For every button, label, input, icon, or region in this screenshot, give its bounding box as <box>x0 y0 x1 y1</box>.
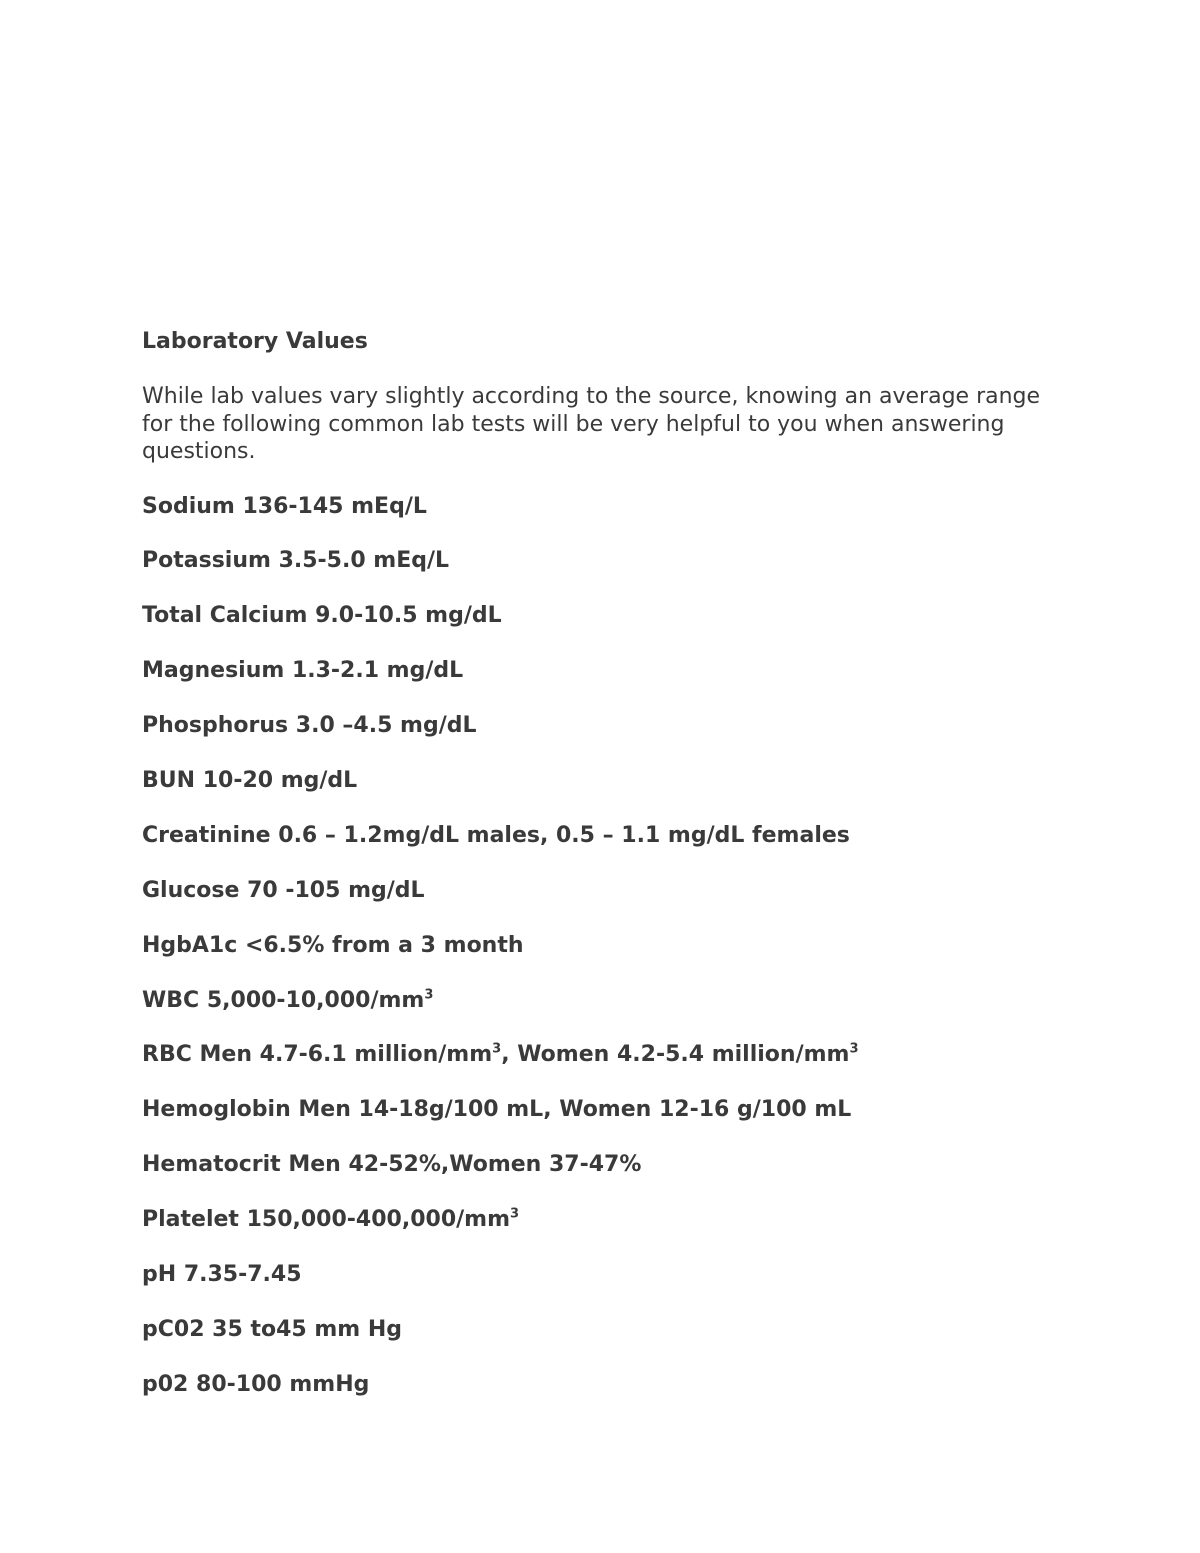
lab-value-line <box>142 657 1062 685</box>
lab-value-text: Magnesium 1.3-2.1 mg/dL <box>142 658 464 684</box>
lab-value-line <box>142 987 1062 1015</box>
lab-value-line <box>142 877 1062 905</box>
lab-value-line <box>142 1041 1062 1069</box>
lab-value-line <box>142 493 1062 521</box>
superscript: 3 <box>849 1042 859 1058</box>
lab-value-line <box>142 1206 1062 1234</box>
lab-value-line <box>142 1151 1062 1179</box>
lab-value-line <box>142 712 1062 740</box>
lab-value-text: pH 7.35-7.45 <box>142 1261 302 1287</box>
lab-values-list <box>142 493 1062 1399</box>
document-title: Laboratory Values <box>142 329 368 354</box>
lab-value-text: Hematocrit Men 42-52%,Women 37-47% <box>142 1152 642 1178</box>
document-page <box>142 328 1062 1426</box>
lab-value-line <box>142 1316 1062 1344</box>
lab-value-line <box>142 822 1062 850</box>
lab-value-text: Sodium 136-145 mEq/L <box>142 493 427 519</box>
lab-value-line <box>142 932 1062 960</box>
lab-value-line <box>142 767 1062 795</box>
lab-value-text: p02 80-100 mmHg <box>142 1371 370 1397</box>
lab-value-text: pC02 35 to45 mm Hg <box>142 1316 403 1342</box>
superscript: 3 <box>424 987 434 1003</box>
lab-value-line <box>142 1371 1062 1399</box>
lab-value-text: Hemoglobin Men 14-18g/100 mL, Women 12-16 g/100 mL <box>142 1097 852 1123</box>
lab-value-line <box>142 1261 1062 1289</box>
lab-value-line <box>142 602 1062 630</box>
superscript: 3 <box>510 1206 520 1222</box>
lab-value-text: Glucose 70 -105 mg/dL <box>142 877 425 903</box>
lab-value-line <box>142 1096 1062 1124</box>
lab-value-text: HgbA1c <6.5% from a 3 month <box>142 932 524 958</box>
lab-value-text: , Women 4.2-5.4 million/mm <box>501 1042 850 1068</box>
lab-value-text: Phosphorus 3.0 –4.5 mg/dL <box>142 713 477 739</box>
lab-value-text: RBC Men 4.7-6.1 million/mm <box>142 1042 493 1068</box>
lab-value-text: Total Calcium 9.0-10.5 mg/dL <box>142 603 502 629</box>
superscript: 3 <box>492 1042 502 1058</box>
lab-value-text: WBC 5,000-10,000/mm <box>142 987 425 1013</box>
lab-value-line <box>142 547 1062 575</box>
lab-value-text: Potassium 3.5-5.0 mEq/L <box>142 548 450 574</box>
lab-value-text: Creatinine 0.6 – 1.2mg/dL males, 0.5 – 1.1 mg/dL females <box>142 822 850 848</box>
lab-value-text: BUN 10-20 mg/dL <box>142 767 358 793</box>
lab-value-text: Platelet 150,000-400,000/mm <box>142 1207 511 1233</box>
intro-paragraph: While lab values vary slightly according to the source, knowing an average range for the following common lab tests will be very helpful to you when answering questions. <box>142 384 1041 464</box>
